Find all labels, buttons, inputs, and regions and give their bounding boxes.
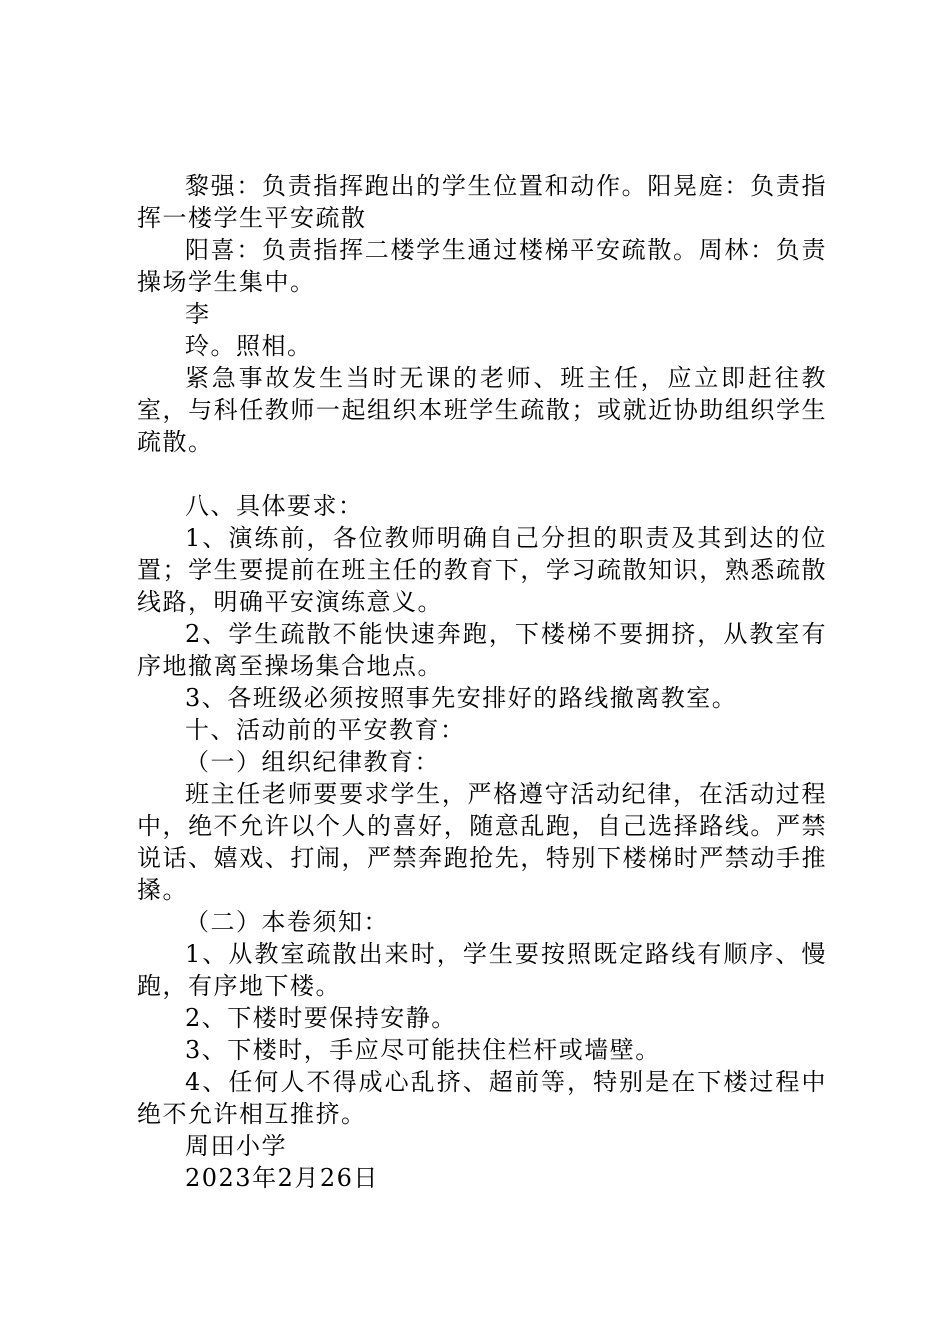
signature-date: 2023年2月26日: [185, 1164, 379, 1192]
paragraph-discipline: 班主任老师要要求学生，严格遵守活动纪律，在活动过程中，绝不允许以个人的喜好，随意乱跑，自己选择路线。严禁说话、嬉戏、打闹，严禁奔跑抢先，特别下楼梯时严禁动手推搡。: [137, 780, 827, 904]
paragraph-photography: 玲。照相。: [185, 332, 313, 360]
subheading-discipline: （一）组织纪律教育：: [185, 748, 440, 776]
document-body: [137, 170, 827, 1194]
requirement-item-3: 3、各班级必须按照事先安排好的路线撤离教室。: [185, 684, 738, 712]
heading-safety-education: 十、活动前的平安教育：: [185, 716, 466, 744]
note-item-3: 3、下楼时，手应尽可能扶住栏杆或墙壁。: [185, 1036, 661, 1064]
signature-school: 周田小学: [185, 1132, 287, 1160]
paragraph-spacer: [137, 458, 827, 490]
requirement-item-1: 1、演练前，各位教师明确自己分担的职责及其到达的位置；学生要提前在班主任的教育下，学习疏散知识，熟悉疏散线路，明确平安演练意义。: [137, 524, 827, 616]
note-item-1: 1、从教室疏散出来时，学生要按照既定路线有顺序、慢跑，有序地下楼。: [137, 940, 827, 1000]
paragraph-responsibility-yangxi: 阳喜：负责指挥二楼学生通过楼梯平安疏散。周林：负责操场学生集中。: [137, 236, 827, 296]
paragraph-name-fragment: 李: [185, 300, 211, 328]
subheading-notes: （二）本卷须知：: [185, 908, 389, 936]
paragraph-emergency-teachers: 紧急事故发生当时无课的老师、班主任，应立即赶往教室，与科任教师一起组织本班学生疏散；或就近协助组织学生疏散。: [137, 364, 827, 456]
requirement-item-2: 2、学生疏散不能快速奔跑，下楼梯不要拥挤，从教室有序地撤离至操场集合地点。: [137, 620, 827, 680]
note-item-4: 4、任何人不得成心乱挤、超前等，特别是在下楼过程中绝不允许相互推挤。: [137, 1068, 827, 1128]
note-item-2: 2、下楼时要保持安静。: [185, 1004, 457, 1032]
paragraph-responsibility-liqiang: 黎强：负责指挥跑出的学生位置和动作。阳晃庭：负责指挥一楼学生平安疏散: [137, 172, 827, 232]
heading-specific-requirements: 八、具体要求：: [185, 492, 364, 520]
